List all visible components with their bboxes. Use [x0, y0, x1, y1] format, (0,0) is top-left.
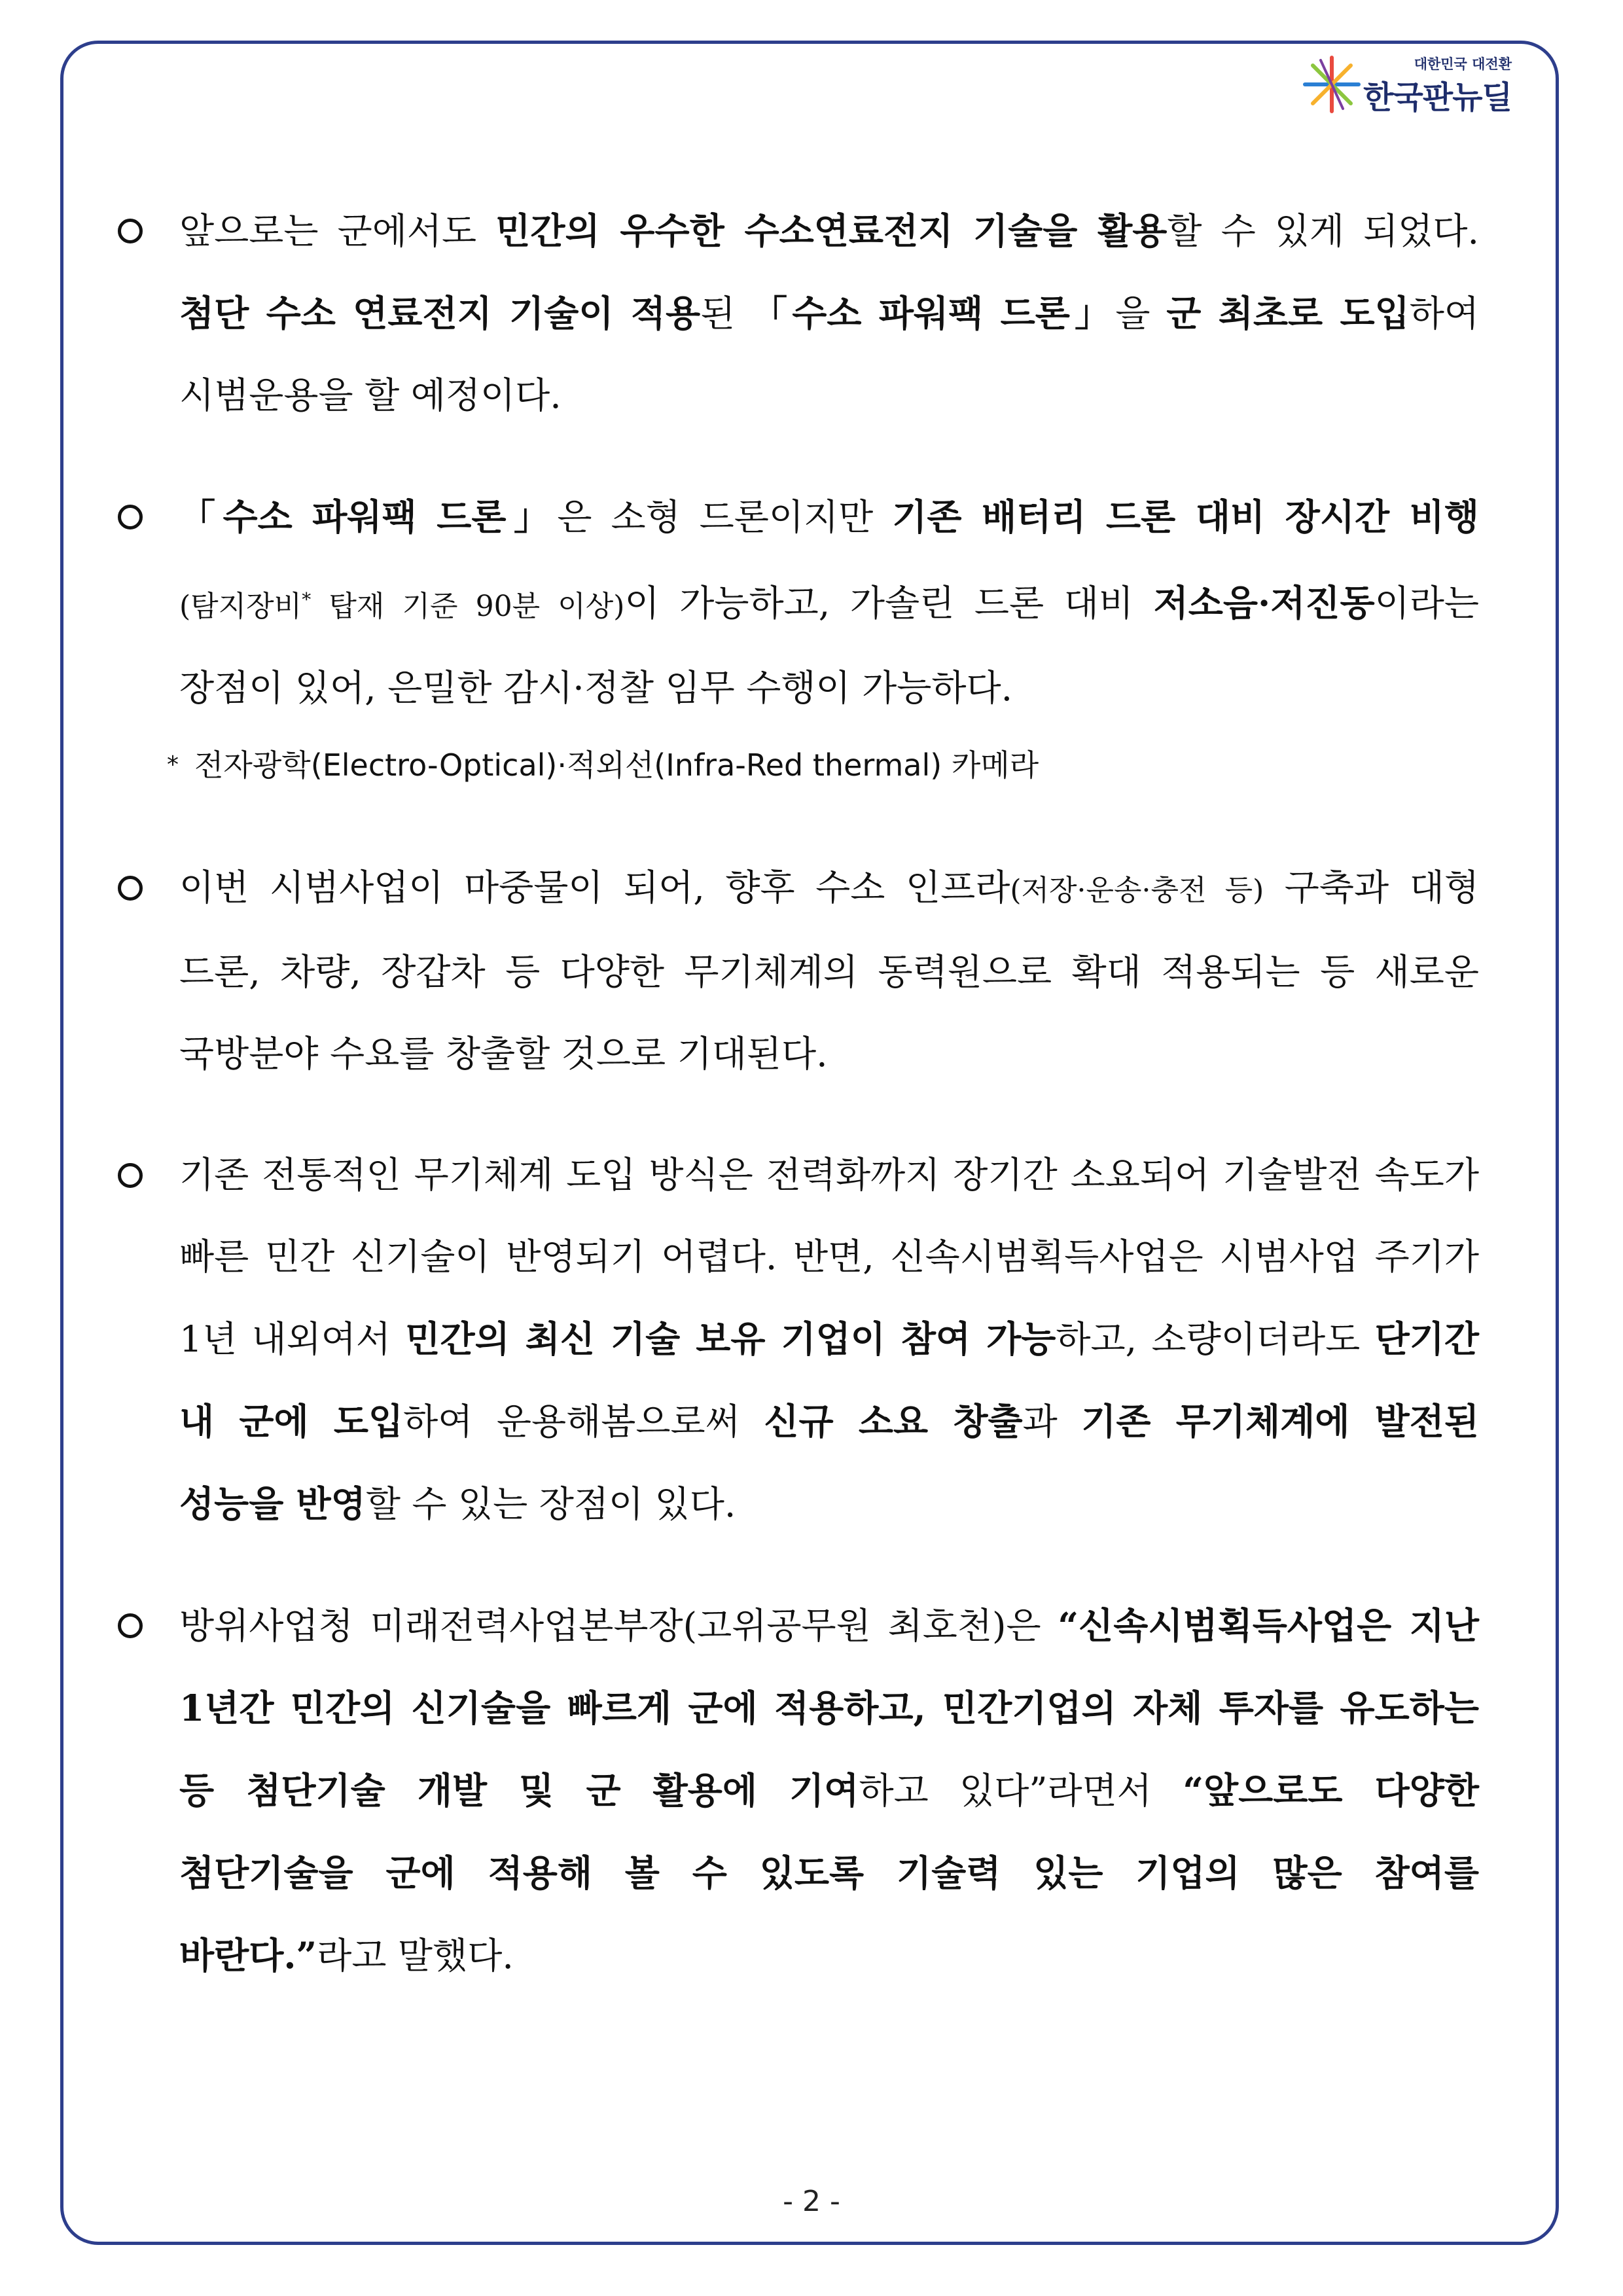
logo-subtitle: 대한민국 대전환: [1414, 56, 1512, 72]
new-deal-star-icon: [1302, 55, 1361, 114]
text-segment: 하고 있다”라면서: [859, 1769, 1183, 1812]
paragraph-3: [118, 847, 1479, 1095]
parenthetical-note: (탐지장비* 탑재 기준 90분 이상): [179, 588, 625, 623]
text-segment: 할 수 있게 되었다.: [1167, 210, 1479, 252]
bold-segment: 기존 무기체계에 발전된 성능을 반영: [179, 1399, 1480, 1525]
bold-segment: “신속시범획득사업은 지난 1년간 민간의 신기술을 빠르게 군에 적용하고, 민간기업의 자체 투자를 유도하는 등 첨단기술 개발 및 군 활용에 기여: [179, 1604, 1479, 1812]
footnote-reference: *: [302, 588, 312, 610]
text-segment: 구축과 대형 드론, 차량, 장갑차 등 다양한 무기체계의 동력원으로 확대 적용되는 등 새로운 국방분야 수요를 창출할 것으로 기대된다.: [179, 866, 1479, 1075]
bold-segment: 단기간 내 군에 도입: [179, 1317, 1480, 1443]
korean-new-deal-logo: [1302, 52, 1512, 118]
text-segment: 앞으로는 군에서도: [179, 210, 496, 252]
bold-segment: 민간의 최신 기술 보유 기업이 참여 가능: [405, 1317, 1056, 1360]
text-segment: 할 수 있는 장점이 있다.: [365, 1482, 736, 1525]
text-segment: 라고 말했다.: [317, 1934, 514, 1977]
text-segment: 은 소형 드론이지만: [557, 496, 893, 538]
bold-segment: 기존 배터리 드론 대비 장시간 비행: [892, 495, 1479, 538]
text-segment: 된: [700, 293, 752, 334]
parenthetical-note: (저장·운송·충전 등): [1010, 873, 1264, 907]
paragraph-1: [118, 190, 1479, 437]
footnote-text: 전자광학(Electro-Optical)·적외선(Infra-Red thermal) 카메라: [194, 747, 1039, 783]
bold-segment: “앞으로도 다양한 첨단기술을 군에 적용해 볼 수 있도록 기술력 있는 기업의 많은 참여를 바란다.”: [179, 1768, 1479, 1977]
circle-bullet-icon: [118, 505, 143, 529]
bold-segment: 민간의 우수한 수소연료전지 기술을 활용: [495, 209, 1168, 252]
footnote-marker: *: [167, 751, 179, 778]
paragraph-5: [118, 1585, 1479, 1997]
text-segment: 방위사업청 미래전력사업본부장(고위공무원 최호천)은: [179, 1604, 1058, 1647]
text-segment: 하여 운용해봄으로써: [403, 1400, 764, 1443]
paragraph-4: [118, 1134, 1479, 1545]
text-segment: 하여 시범운용을 할 예정이다.: [179, 293, 1479, 416]
footnote: [118, 742, 1479, 788]
text-segment: 과: [1022, 1400, 1082, 1443]
page-number: - 2 -: [783, 2185, 840, 2218]
document-body: [118, 190, 1479, 2036]
bold-segment: 군 최초로 도입: [1166, 292, 1410, 334]
text-segment: 기존 전통적인 무기체계 도입 방식은 전력화까지 장기간 소요되어 기술발전 속도가 빠른 민간 신기술이 반영되기 어렵다. 반면, 신속시범획득사업은 시범사업 주기가 1년 내외여서: [179, 1153, 1479, 1360]
text-segment: 이라는 장점이 있어, 은밀한 감시·정찰 임무 수행이 가능하다.: [179, 582, 1479, 709]
circle-bullet-icon: [118, 219, 143, 243]
circle-bullet-icon: [118, 1163, 143, 1188]
text-segment: 이 가능하고, 가솔린 드론 대비: [624, 582, 1154, 624]
circle-bullet-icon: [118, 1613, 143, 1638]
paragraph-2: [118, 476, 1479, 729]
logo-title: 한국판뉴딜: [1363, 79, 1512, 116]
bold-segment: 「수소 파워팩 드론」: [751, 292, 1116, 334]
circle-bullet-icon: [118, 876, 143, 901]
bold-segment: 「수소 파워팩 드론」: [179, 495, 558, 538]
text-segment: 을: [1115, 293, 1167, 334]
bold-segment: 신규 소요 창출: [764, 1399, 1023, 1443]
text-segment: 하고, 소량이더라도: [1056, 1318, 1375, 1360]
bold-segment: 첨단 수소 연료전지 기술이 적용: [179, 292, 701, 334]
bold-segment: 저소음·저진동: [1153, 581, 1375, 624]
text-segment: 이번 시범사업이 마중물이 되어, 향후 수소 인프라: [179, 866, 1010, 908]
